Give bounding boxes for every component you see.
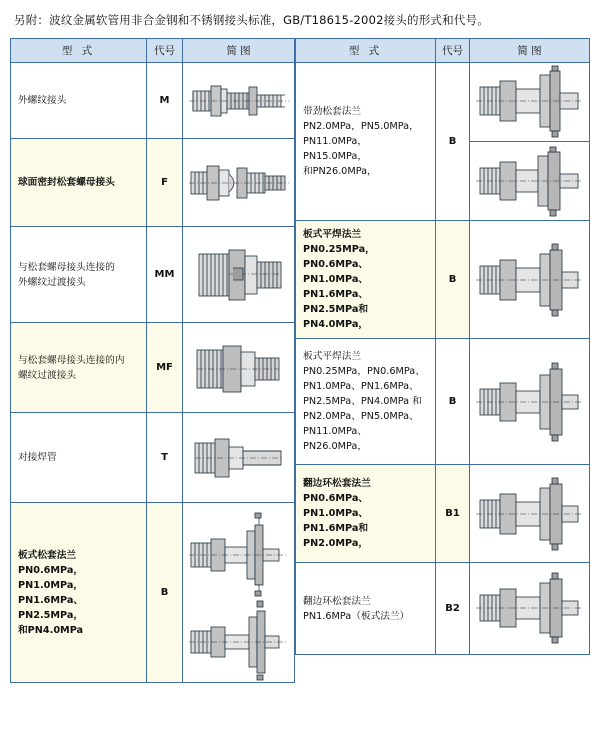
- row-code: B: [436, 221, 470, 339]
- internal-thread-adapter-figure: [183, 334, 294, 402]
- row-name: 带劲松套法兰 PN2.0MPa，PN5.0MPa， PN11.0MPa，PN15.0MPa， 和PN26.0MPa，: [296, 63, 436, 221]
- row-name: 板式平焊法兰 PN0.25MPa，PN0.6MPa、 PN1.0MPa、PN1.6MPa、 PN2.5MPa、PN4.0MPa 和 PN2.0MPa、PN5.0MPa、 PN11.0MPa、PN26.0MPa，: [296, 339, 436, 465]
- left-table: [10, 38, 295, 683]
- table-row: [11, 323, 295, 413]
- tables-container: [0, 38, 600, 683]
- row-figure: [470, 563, 590, 655]
- table-row: [296, 63, 590, 142]
- table-row: [296, 563, 590, 655]
- row-name: 与松套螺母接头连接的内 螺纹过渡接头: [11, 323, 147, 413]
- header-type: 型 式: [11, 39, 147, 63]
- table-row: [11, 139, 295, 227]
- row-figure: [183, 413, 295, 503]
- row-figure: [183, 63, 295, 139]
- page-title: 另附：波纹金属软管用非合金钢和不锈钢接头标准，GB/T18615-2002接头的形式和代号。: [14, 13, 489, 27]
- header-figure: 简 图: [470, 39, 590, 63]
- table-row: [11, 503, 295, 683]
- row-figure: [470, 339, 590, 465]
- row-name: 球面密封松套螺母接头: [11, 139, 147, 227]
- header-type: 型 式: [296, 39, 436, 63]
- row-figure: [470, 63, 590, 142]
- header-code: 代号: [147, 39, 183, 63]
- row-figure: [183, 227, 295, 323]
- row-name: 板式平焊法兰 PN0.25MPa，PN0.6MPa、 PN1.0MPa、PN1.6MPa、 PN2.5MPa和PN4.0MPa，: [296, 221, 436, 339]
- row-name: 翻边环松套法兰 PN0.6MPa、PN1.0MPa、 PN1.6MPa和PN2.0MPa，: [296, 465, 436, 563]
- plate-flat-weld-flange-figure-2: [470, 347, 589, 457]
- right-table-header-row: [296, 39, 590, 63]
- row-name: 对接焊管: [11, 413, 147, 503]
- header-figure: 简 图: [183, 39, 295, 63]
- row-code: T: [147, 413, 183, 503]
- plate-loose-flange-figure-double: [183, 505, 294, 681]
- threaded-male-fitting-figure: [183, 73, 294, 129]
- left-table-header-row: [11, 39, 295, 63]
- ribbed-loose-flange-figure-2: [470, 144, 589, 218]
- row-code: F: [147, 139, 183, 227]
- row-name: 与松套螺母接头连接的 外螺纹过渡接头: [11, 227, 147, 323]
- row-figure: [470, 142, 590, 221]
- table-row: [296, 465, 590, 563]
- table-row: [11, 227, 295, 323]
- row-code: M: [147, 63, 183, 139]
- row-code: MM: [147, 227, 183, 323]
- row-name: 翻边环松套法兰 PN1.6MPa（板式法兰）: [296, 563, 436, 655]
- row-figure: [183, 323, 295, 413]
- table-row: [296, 221, 590, 339]
- ribbed-loose-flange-figure-double: [470, 65, 589, 139]
- header-code: 代号: [436, 39, 470, 63]
- row-figure: [183, 503, 295, 683]
- row-figure: [470, 465, 590, 563]
- table-row: [11, 413, 295, 503]
- table-row: [296, 339, 590, 465]
- right-table: [295, 38, 590, 655]
- row-code: B1: [436, 465, 470, 563]
- lap-joint-flange-figure: [470, 470, 589, 558]
- row-code: B2: [436, 563, 470, 655]
- table-row: [11, 63, 295, 139]
- lap-joint-flange-plate-figure: [470, 567, 589, 651]
- row-code: MF: [147, 323, 183, 413]
- row-name: 外螺纹接头: [11, 63, 147, 139]
- external-thread-adapter-figure: [183, 240, 294, 310]
- row-figure: [470, 221, 590, 339]
- spherical-seal-union-nut-figure: [183, 152, 294, 214]
- row-figure: [183, 139, 295, 227]
- plate-flat-weld-flange-figure: [470, 238, 589, 322]
- row-code: B: [147, 503, 183, 683]
- row-code: B: [436, 339, 470, 465]
- row-code: B: [436, 63, 470, 221]
- row-name: 板式松套法兰 PN0.6MPa，PN1.0MPa， PN1.6MPa、PN2.5MPa， 和PN4.0MPa: [11, 503, 147, 683]
- butt-weld-pipe-figure: [183, 427, 294, 489]
